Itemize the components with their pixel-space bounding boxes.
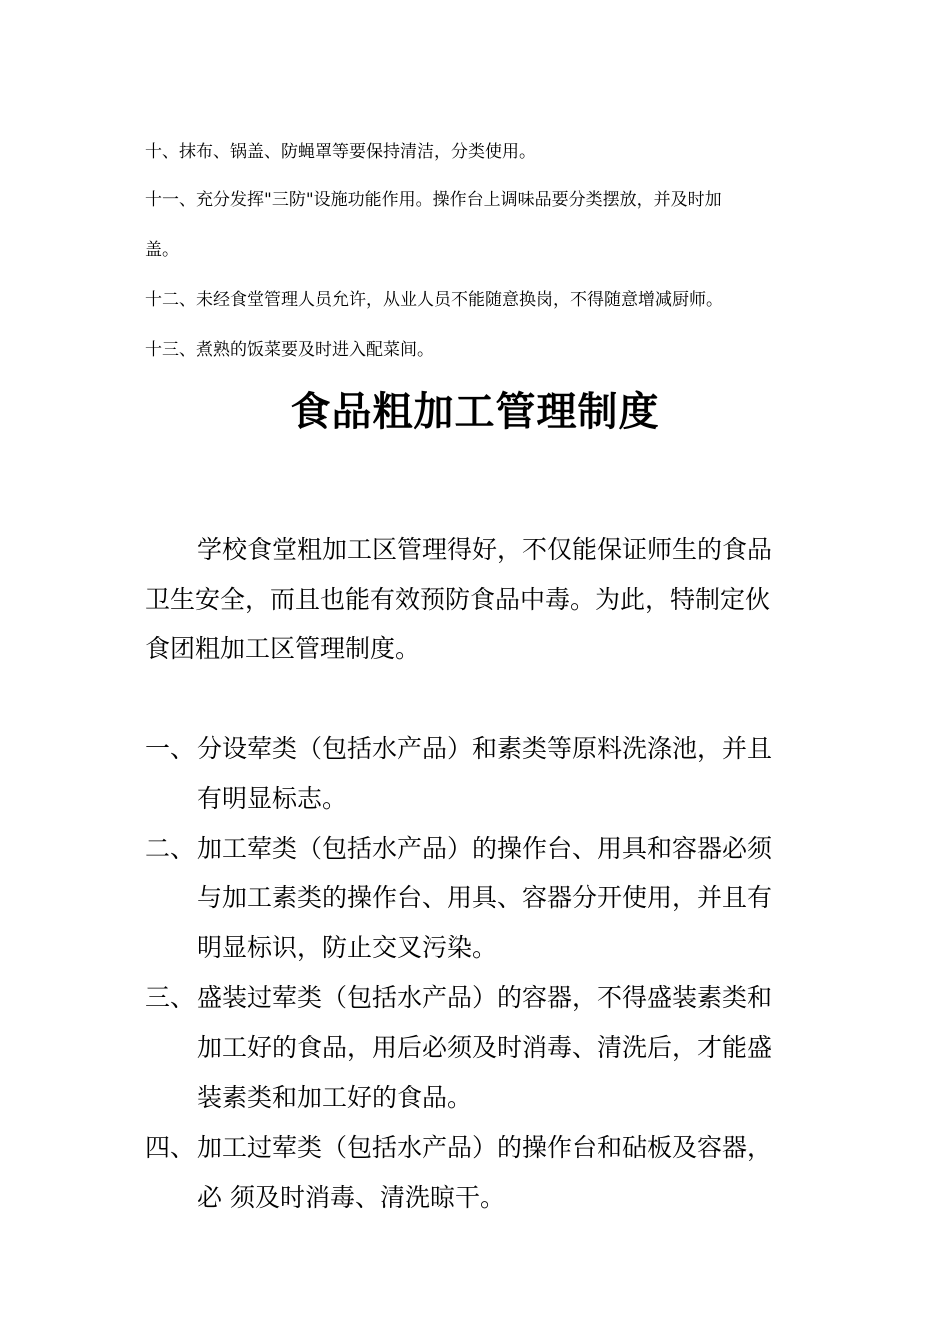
item-one-marker: 一、 <box>145 734 196 763</box>
item-two-marker: 二、 <box>145 834 196 863</box>
rule-twelve: 十二、未经食堂管理人员允许，从业人员不能随意换岗，不得随意增减厨师。 <box>145 290 723 310</box>
intro-line: 学校食堂粗加工区管理得好，不仅能保证师生的食品 <box>197 535 773 564</box>
item-four-marker: 四、 <box>145 1133 196 1162</box>
rule-eleven-continued: 盖。 <box>145 240 179 260</box>
rule-thirteen: 十三、煮熟的饭菜要及时进入配菜间。 <box>145 340 434 360</box>
item-two-line: 加工荤类（包括水产品）的操作台、用具和容器必须 <box>197 834 773 863</box>
item-four-line: 必 须及时消毒、清洗晾干。 <box>197 1183 505 1212</box>
rule-ten: 十、抹布、锅盖、防蝇罩等要保持清洁，分类使用。 <box>145 142 536 162</box>
page-title: 食品粗加工管理制度 <box>290 389 660 435</box>
item-two-line: 明显标识，防止交叉污染。 <box>197 933 498 962</box>
rule-eleven: 十一、充分发挥"三防"设施功能作用。操作台上调味品要分类摆放，并及时加 <box>145 190 722 210</box>
item-one-line: 分设荤类（包括水产品）和素类等原料洗涤池，并且 <box>197 734 773 763</box>
intro-line: 卫生安全，而且也能有效预防食品中毒。为此，特制定伙 <box>145 585 771 614</box>
item-four-line: 加工过荤类（包括水产品）的操作台和砧板及容器， <box>197 1133 773 1162</box>
item-three-marker: 三、 <box>145 983 196 1012</box>
item-three-line: 加工好的食品，用后必须及时消毒、清洗后，才能盛 <box>197 1033 773 1062</box>
intro-line: 食团粗加工区管理制度。 <box>145 634 421 663</box>
item-two-line: 与加工素类的操作台、用具、容器分开使用，并且有 <box>197 883 773 912</box>
item-three-line: 盛装过荤类（包括水产品）的容器，不得盛装素类和 <box>197 983 773 1012</box>
item-one-line: 有明显标志。 <box>197 784 348 813</box>
item-three-line: 装素类和加工好的食品。 <box>197 1083 473 1112</box>
